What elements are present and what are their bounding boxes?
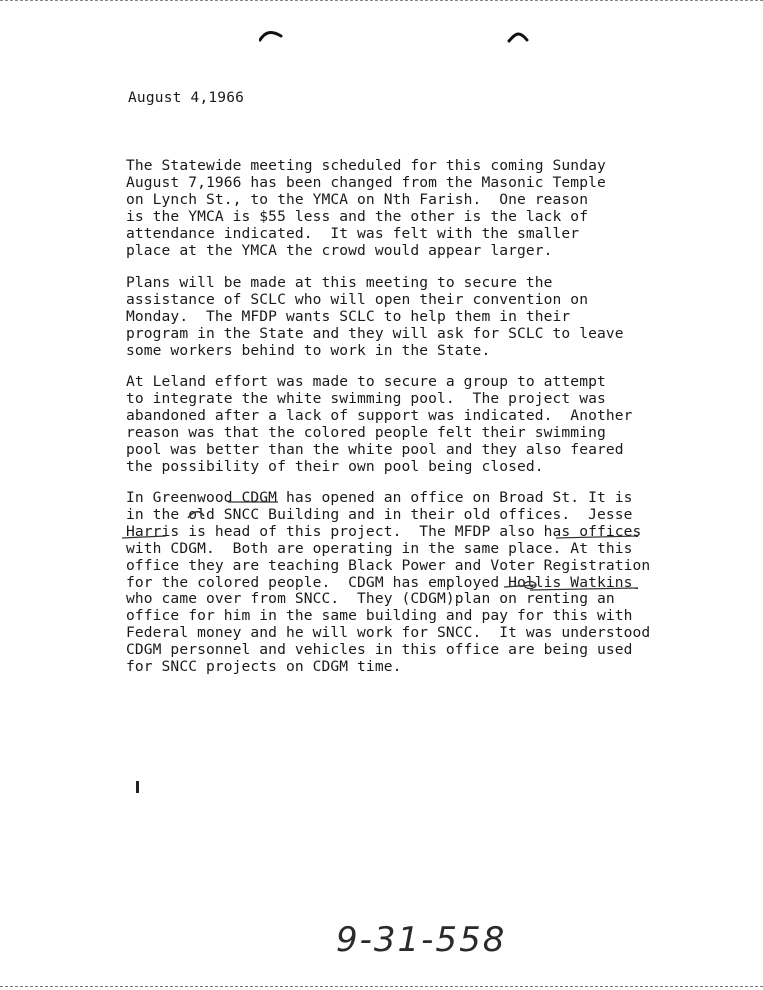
text-line: abandoned after a lack of support was indicated. Another	[126, 406, 633, 424]
text-line: attendance indicated. It was felt with the smaller	[126, 224, 580, 242]
memo-date: August 4,1966	[128, 90, 245, 106]
text-line: August 7,1966 has been changed from the Masonic Temple	[126, 173, 606, 191]
text-line: is the YMCA is $55 less and the other is the lack of	[126, 207, 589, 225]
margin-tick-mark	[136, 781, 139, 793]
handwritten-file-number: 9-31-558	[336, 920, 507, 960]
binder-mark-icon	[507, 28, 531, 44]
text-line: Plans will be made at this meeting to secure the	[126, 274, 553, 291]
paragraph-statewide-meeting	[126, 158, 666, 259]
text-line: office they are teaching Black Power and Voter Registration	[126, 556, 651, 574]
text-line: The Statewide meeting scheduled for this coming Sunday	[126, 157, 606, 174]
text-line: Federal money and he will work for SNCC. It was understood	[126, 624, 651, 642]
paragraph-leland-pool	[126, 374, 666, 475]
text-line: who came over from SNCC. They (CDGM)plan on renting an	[126, 590, 615, 608]
handwritten-loop-mark-icon	[502, 577, 542, 597]
text-line: some workers behind to work in the State.	[126, 341, 491, 359]
paragraph-sclc-assistance	[126, 275, 666, 360]
text-line: Monday. The MFDP wants SCLC to help them in their	[126, 307, 571, 325]
text-line: pool was better than the white pool and they also feared	[126, 440, 624, 458]
text-line: office for him in the same building and pay for this with	[126, 607, 633, 625]
text-line: assistance of SCLC who will open their convention on	[126, 290, 589, 308]
text-line: place at the YMCA the crowd would appear larger.	[126, 241, 553, 259]
text-line: in the old SNCC Building and in their old offices. Jesse	[126, 505, 633, 523]
text-line: the possibility of their own pool being closed.	[126, 457, 544, 475]
text-line: Harris is head of this project. The MFDP also has offices	[126, 522, 642, 540]
text-line: reason was that the colored people felt their swimming	[126, 423, 606, 441]
text-line: on Lynch St., to the YMCA on Nth Farish. One reason	[126, 190, 589, 208]
text-line: to integrate the white swimming pool. The project was	[126, 389, 606, 407]
text-line: CDGM personnel and vehicles in this office are being used	[126, 641, 633, 659]
binder-mark-icon	[259, 28, 283, 44]
text-line: In Greenwood CDGM has opened an office on Broad St. It is	[126, 489, 633, 506]
text-line: for the colored people. CDGM has employed Hollis Watkins	[126, 573, 633, 591]
bottom-scan-border	[0, 986, 763, 987]
text-line: with CDGM. Both are operating in the same place. At this	[126, 539, 633, 557]
top-scan-border	[0, 0, 763, 1]
text-line: for SNCC projects on CDGM time.	[126, 658, 402, 676]
handwritten-underline-marks	[120, 490, 660, 610]
text-line: At Leland effort was made to secure a group to attempt	[126, 373, 606, 390]
text-line: program in the State and they will ask for SCLC to leave	[126, 324, 624, 342]
